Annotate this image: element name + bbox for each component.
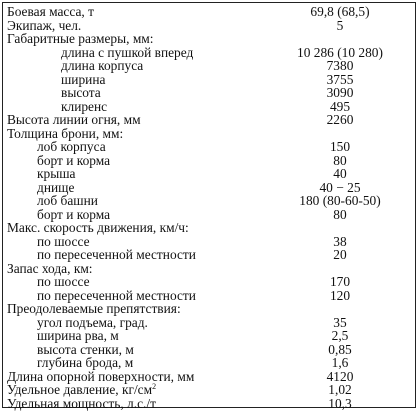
spec-value: 2,5 (331, 328, 349, 343)
spec-label: угол подъема, град. (37, 314, 148, 330)
spec-value: 2260 (326, 112, 354, 127)
spec-label: глубина брода, м (37, 355, 134, 370)
spec-label: Боевая масса, т (7, 4, 94, 19)
spec-value: 3755 (326, 71, 354, 87)
spec-value: 1,02 (328, 382, 352, 397)
spec-label: ширина (61, 71, 106, 87)
spec-value: 69,8 (68,5) (310, 4, 370, 19)
spec-value: 170 (329, 274, 351, 289)
spec-label: днище (37, 179, 75, 195)
spec-value: 40 − 25 (319, 179, 361, 195)
spec-value: 120 (329, 287, 351, 303)
spec-section-label: Преодолеваемые препятствия: (7, 301, 181, 316)
spec-label: по шоссе (37, 233, 90, 249)
spec-section-label: Запас хода, км: (7, 260, 93, 276)
spec-label: высота (61, 85, 101, 100)
spec-label: крыша (37, 166, 76, 181)
spec-section-label: Макс. скорость движения, км/ч: (7, 220, 189, 235)
spec-value: 5 (336, 17, 344, 33)
spec-label: Длина опорной поверхности, мм (7, 368, 195, 384)
spec-label: лоб башни (37, 193, 98, 208)
spec-value: 10 286 (10 280) (297, 44, 383, 60)
spec-value: 180 (80-60-50) (299, 193, 381, 208)
spec-value: 80 (333, 206, 347, 222)
spec-label: длина с пушкой вперед (61, 44, 194, 60)
spec-label: ширина рва, м (37, 328, 119, 343)
spec-value: 1,6 (331, 355, 349, 370)
spec-value: 20 (333, 247, 347, 262)
spec-row-power-to-weight (3, 395, 415, 412)
spec-value: 10,3 (328, 395, 352, 411)
spec-label: длина корпуса (61, 58, 144, 73)
spec-value: 35 (333, 314, 347, 330)
spec-value: 0,85 (328, 341, 352, 357)
spec-table (2, 2, 416, 411)
spec-value: 3090 (326, 85, 354, 100)
spec-label: Экипаж, чел. (7, 17, 82, 33)
spec-label: борт и корма (37, 152, 111, 168)
spec-label: по пересеченной местности (37, 247, 196, 262)
spec-value: 495 (329, 98, 351, 114)
spec-label-text: Удельное давление, кг/см (7, 382, 153, 397)
spec-section-label: Габаритные размеры, мм: (7, 31, 154, 46)
spec-label: борт и корма (37, 206, 111, 222)
spec-value: 40 (333, 166, 347, 181)
spec-label-superscript: 2 (152, 382, 157, 391)
spec-label: лоб корпуса (37, 139, 106, 154)
spec-value: 38 (333, 233, 347, 249)
spec-label: Высота линии огня, мм (7, 112, 141, 127)
spec-label: Удельная мощность, л.с./т (7, 395, 156, 411)
spec-label: по шоссе (37, 274, 90, 289)
spec-value: 7380 (326, 58, 354, 73)
spec-label: клиренс (61, 98, 108, 114)
spec-label: по пересеченной местности (37, 287, 196, 303)
spec-label: высота стенки, м (37, 341, 134, 357)
spec-section-label: Толщина брони, мм: (7, 125, 124, 141)
spec-value: 80 (333, 152, 347, 168)
spec-value: 150 (329, 139, 351, 154)
spec-value: 4120 (326, 368, 354, 384)
